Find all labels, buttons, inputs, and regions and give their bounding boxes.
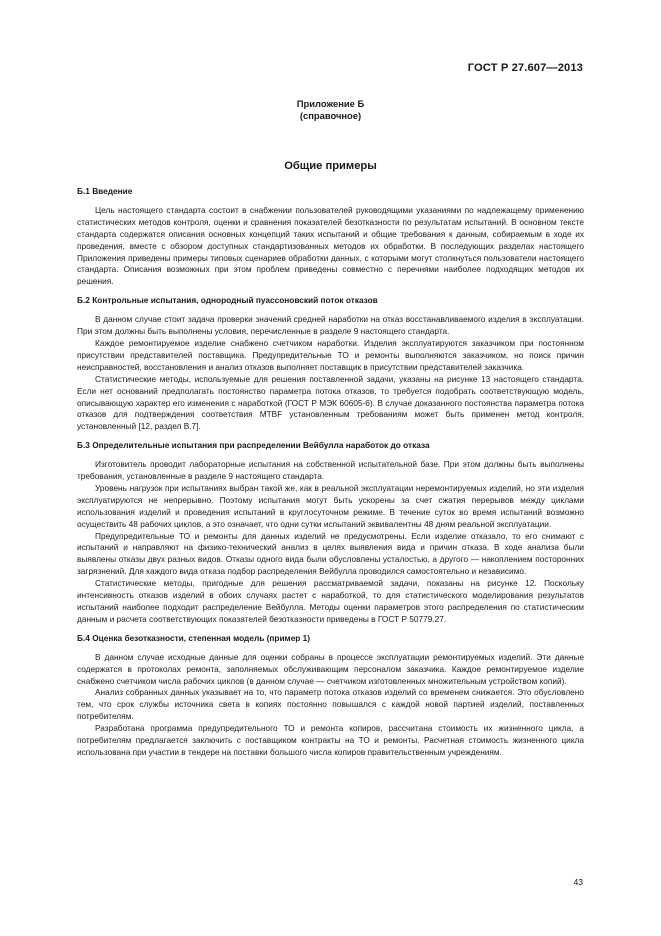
paragraph: В данном случае исходные данные для оценки собраны в процессе эксплуатации ремонтируемых изделий. Эти данные содержатся в протоколах ремонта, заполняемых обслуживающим персоналом заказчика. Каждое ремонтируемое изделие снабжено счетчиком числа рабочих циклов (в данном случае — счетчиком изготовленных множительным устройством копий). (77, 651, 584, 686)
document-header: ГОСТ Р 27.607—2013 (467, 62, 583, 74)
paragraph: Уровень нагрузок при испытаниях выбран такой же, как в реальной эксплуатации неремонтируемых изделий, но эти изделия эксплуатируются не непрерывно. Поэтому испытания могут быть ускорены за счет сжатия перерывов между циклами использования изделий и проведения испытаний в круглосуточном режиме. В течение суток во время испытаний возможно осуществить 48 рабочих циклов, а это означает, что одни сутки испытаний эквивалентны 48 дням реальной эксплуатации. (77, 482, 584, 529)
section-heading: Б.3 Определительные испытания при распределении Вейбулла наработок до отказа (77, 440, 430, 451)
document-body (77, 186, 584, 759)
appendix-type: (справочное) (299, 110, 362, 121)
page-title: Общие примеры (284, 160, 377, 172)
section-heading: Б.1 Введение (77, 186, 133, 196)
paragraph: Анализ собранных данных указывает на то, что параметр потока отказов изделий со временем снижается. Это обусловлено тем, что срок службы источника света в копиях постоянно повышался с каждой новой партией изделий, поставленных потребителям. (77, 687, 584, 722)
paragraph: Предупредительные ТО и ремонты для данных изделий не предусмотрены. Если изделие отказало, то его снимают с испытаний и направляют на физико-технический анализ в целях выявления вида и причин отказа. В ходе анализа были выявлены отказы двух разных видов. Отказы одного вида были обусловлены усталостью, а другого — накоплением посторонних загрязнений. Для каждого вида отказа подбор распределения Вейбулла проводился самостоятельно и независимо. (77, 530, 584, 577)
section-b1 (77, 186, 584, 288)
paragraph: Разработана программа предупредительного ТО и ремонта копиров, рассчитана стоимость их жизненного цикла, а потребителям предлагается заключить с поставщиком контракты на ТО и ремонты. Расчетная стоимость жизненного цикла использована при участии в тендере на поставки большого числа копиров правительственным учреждениям. (77, 723, 584, 757)
page-number: 43 (573, 877, 583, 887)
section-b2 (77, 295, 584, 433)
paragraph: Цель настоящего стандарта состоит в снабжении пользователей руководящими указаниями по надлежащему применению статистических методов контроля, оценки и сравнения показателей безотказности по результатам испытаний. В основном тексте стандарта содержатся описания основных концепций таких испытаний и общие требования к данным, собираемым в ходе их проведения, вместе с обзором доступных стандартизованных методов их обработки. В последующих разделах настоящего Приложения приведены примеры типовых сценариев обработки данных, с которыми могут столкнуться пользователи настоящего стандарта. Описания возможных при этом проблем приведены совместно с перечнями наиболее подходящих методов их решения. (77, 204, 584, 287)
section-b4 (77, 633, 584, 759)
section-b3 (77, 440, 584, 626)
appendix-label: Приложение Б (296, 98, 365, 109)
paragraph: Статистические методы, используемые для решения поставленной задачи, указаны на рисунке 13 настоящего стандарта. Если нет оснований предполагать постоянство параметра потока отказов, то требуется подобрать соответствующую модель, описывающую характер его изменения с наработкой (ГОСТ Р МЭК 60605-6). В случае доказанного постоянства параметра потока отказов для подтверждения соответствия MTBF установленным требованиям может быть применен метод контроля, установленный [12, раздел В.7]. (77, 373, 584, 432)
paragraph: Статистические методы, пригодные для решения рассматриваемой задачи, показаны на рисунке 12. Поскольку интенсивность отказов изделий в обоих случаях растет с наработкой, то для статистического моделирования результатов испытаний наиболее подходит распределение Вейбулла. Методы оценки параметров этого распределения по статистическим данным и расчета соответствующих показателей безотказности приведены в ГОСТ Р 50779.27. (77, 578, 584, 624)
section-heading: Б.4 Оценка безотказности, степенная модель (пример 1) (77, 632, 311, 643)
paragraph: В данном случае стоит задача проверки значений средней наработки на отказ восстанавливаемого изделия в эксплуатации. При этом должны быть выполнены условия, перечисленные в разделе 9 настоящего стандарта. (77, 314, 584, 337)
section-heading: Б.2 Контрольные испытания, однородный пуассоновский поток отказов (77, 295, 378, 306)
paragraph: Каждое ремонтируемое изделие снабжено счетчиком наработки. Изделия эксплуатируются заказчиком при постоянном присутствии представителей поставщика. Предупредительные ТО и ремонты выполняются заказчиком, но поиск причин неисправностей, восстановления и анализ отказов выполняет поставщик в присутствии представителей заказчика. (77, 337, 584, 372)
paragraph: Изготовитель проводит лабораторные испытания на собственной испытательной базе. При этом должны быть выполнены требования, установленные в разделе 9 настоящего стандарта. (77, 459, 584, 482)
